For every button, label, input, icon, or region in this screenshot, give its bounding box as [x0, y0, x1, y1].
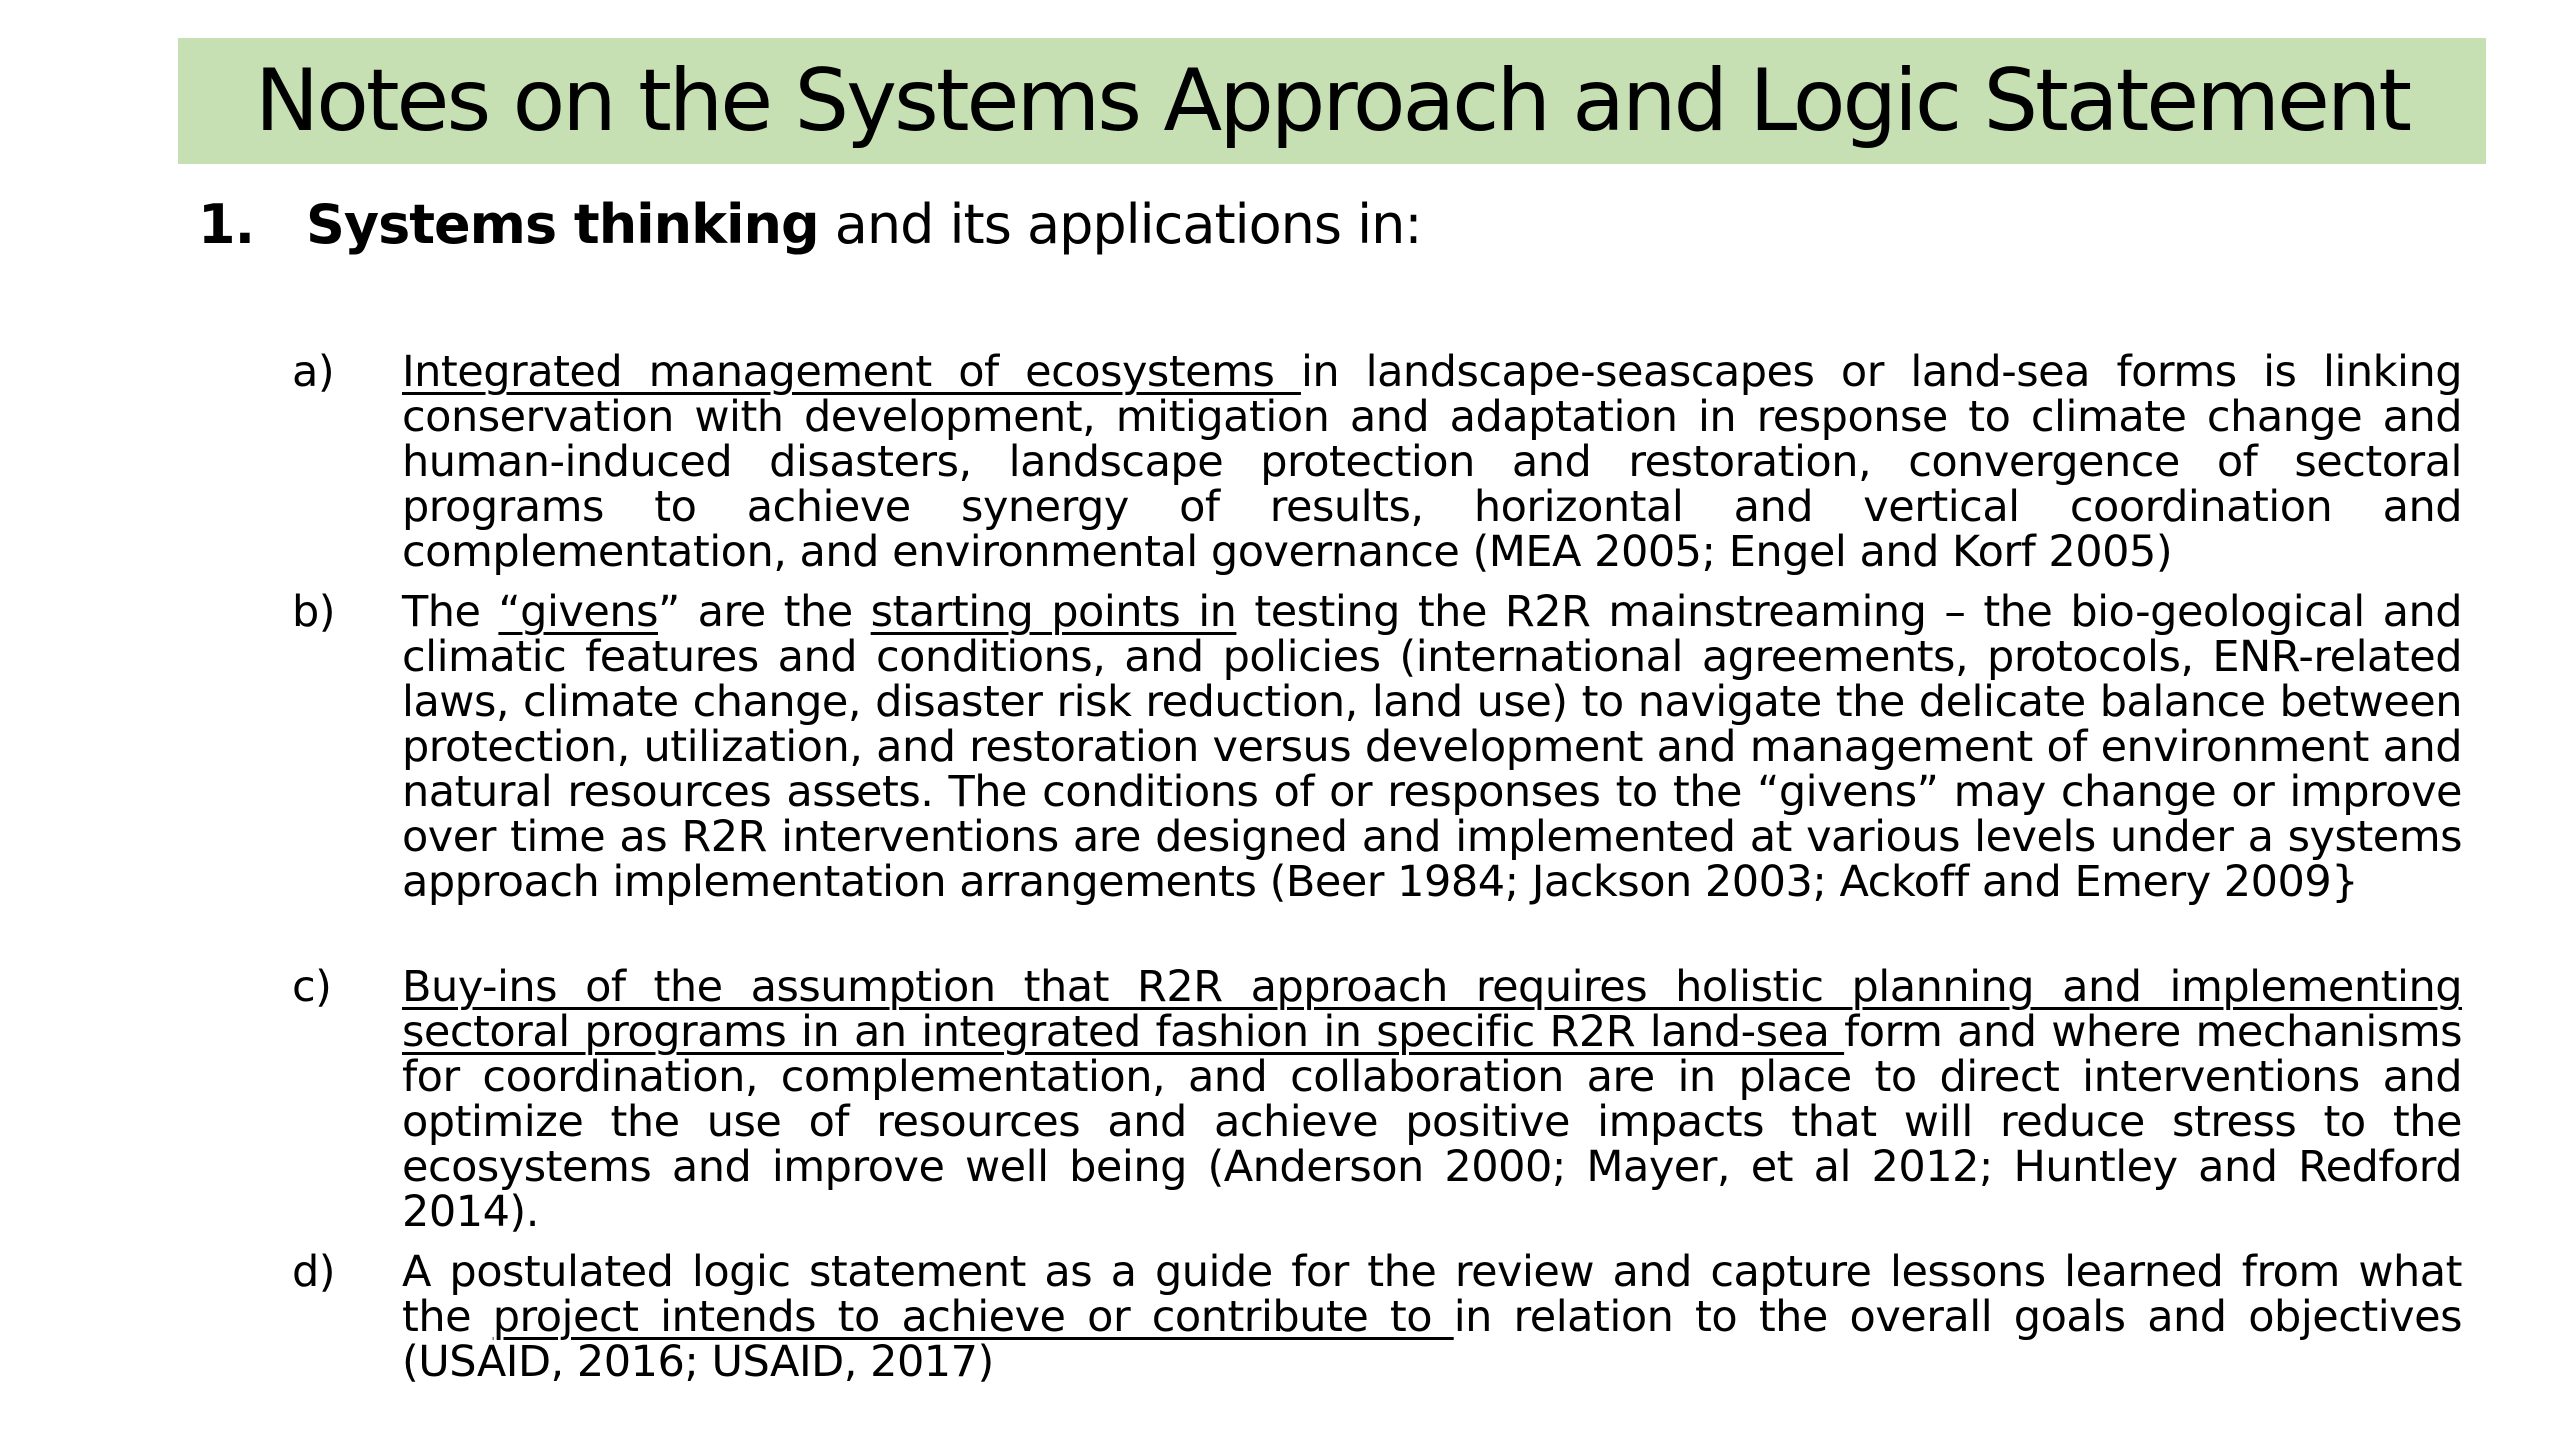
- list-item-text-pre: The: [402, 587, 499, 637]
- list-item-b: [292, 587, 2492, 907]
- underlined-phrase: Buy-ins of the assumption that R2R approach requires holistic planning and implementing sectoral programs in an integrated fashion in specific R2R land-sea: [402, 962, 2462, 1057]
- list-item-body: [402, 347, 2462, 577]
- underlined-phrase: “givens: [498, 587, 658, 637]
- section-heading-bold: Systems thinking: [306, 193, 819, 256]
- list-marker: a): [292, 347, 335, 397]
- list-item-text: in landscape-seascapes or land-sea forms is linking conservation with development, mitigation and adaptation in response to climate change and human-induced disasters, landscape protection and restoration, convergence of sectoral programs to achieve synergy of results, horizontal and vertical coordination and complementation, and environmental governance (MEA 2005; Engel and Korf 2005): [402, 347, 2462, 577]
- section-number: 1.: [198, 193, 255, 256]
- list-marker: c): [292, 962, 332, 1012]
- list-item-d: [292, 1247, 2492, 1387]
- section-heading-rest: and its applications in:: [818, 193, 1422, 256]
- title-banner: [178, 38, 2486, 164]
- list-marker: b): [292, 587, 336, 637]
- section-heading: [198, 190, 1422, 260]
- list-item-c: [292, 962, 2492, 1237]
- underlined-phrase: project intends to achieve or contribute to: [492, 1292, 1454, 1342]
- list-item-text-pre: A postulated logic statement as a guide for the review and capture lessons learned from what the: [402, 1247, 2462, 1342]
- list-item-body: [402, 587, 2462, 907]
- slide-title: Notes on the Systems Approach and Logic Statement: [254, 51, 2410, 151]
- underlined-phrase: Integrated management of ecosystems: [402, 347, 1301, 397]
- list-item-a: [292, 347, 2492, 577]
- list-item-text: form and where mechanisms for coordination, complementation, and collaboration are in place to direct interventions and optimize the use of resources and achieve positive impacts that will reduce stress to the ecosystems and improve well being (Anderson 2000; Mayer, et al 2012; Huntley and Redford 2014).: [402, 1007, 2462, 1237]
- list-item-text: testing the R2R mainstreaming – the bio-geological and climatic features and conditions, and policies (international agreements, protocols, ENR-related laws, climate change, disaster risk reduction, land use) to navigate the delicate balance between protection, utilization, and restoration versus development and management of environment and natural resources assets. The conditions of or responses to the “givens” may change or improve over time as R2R interventions are designed and implemented at various levels under a systems approach implementation arrangements (Beer 1984; Jackson 2003; Ackoff and Emery 2009}: [402, 587, 2462, 907]
- underlined-phrase: starting points in: [870, 587, 1237, 637]
- list-marker: d): [292, 1247, 336, 1297]
- list-item-body: [402, 962, 2462, 1237]
- list-item-text-mid: ” are the: [657, 587, 871, 637]
- list-item-text: in relation to the overall goals and objectives (USAID, 2016; USAID, 2017): [402, 1292, 2462, 1387]
- list-item-body: [402, 1247, 2462, 1387]
